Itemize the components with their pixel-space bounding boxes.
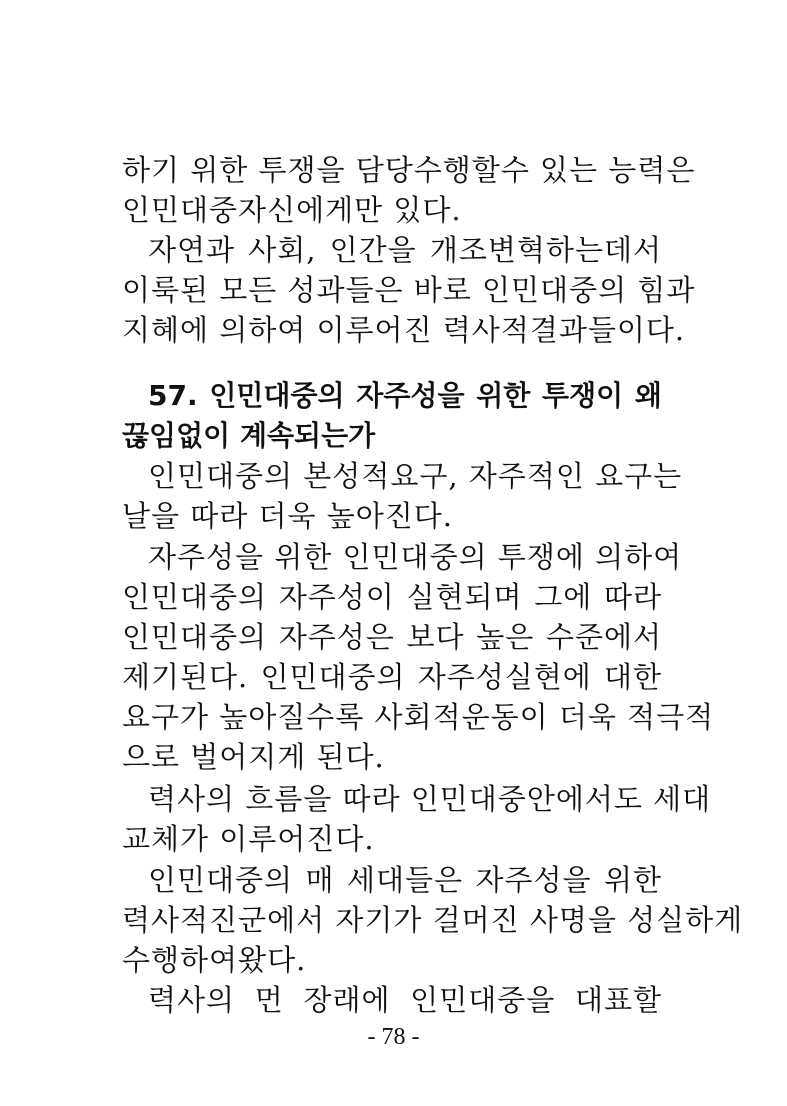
text-line: 인민대중의 자주성은 보다 높은 수준에서: [122, 620, 662, 654]
text-line: 하기 위한 투쟁을 담당수행할수 있는 능력은: [122, 153, 696, 187]
page-number: - 78 -: [367, 1024, 420, 1050]
text-line: 날을 따라 더욱 높아진다.: [122, 499, 454, 533]
text-line: 수행하여왔다.: [122, 943, 307, 977]
text-line: 인민대중의 자주성이 실현되며 그에 따라: [122, 580, 662, 614]
text-line: 제기된다. 인민대중의 자주성실현에 대한: [122, 660, 662, 694]
text-line: 력사의 흐름을 따라 인민대중안에서도 세대: [148, 782, 712, 816]
section-heading-continued: 끊임없이 계속되는가: [122, 419, 376, 452]
text-line: 인민대중의 매 세대들은 자주성을 위한: [148, 863, 662, 897]
text-line: 교체가 이루어진다.: [122, 822, 375, 856]
section-heading: 57. 인민대중의 자주성을 위한 투쟁이 왜: [148, 379, 662, 412]
text-line: 으로 벌어지게 된다.: [122, 740, 385, 774]
text-line: 자주성을 위한 인민대중의 투쟁에 의하여: [148, 540, 683, 574]
text-line: 이룩된 모든 성과들은 바로 인민대중의 힘과: [122, 273, 696, 307]
text-line: 력사의 먼 장래에 인민대중을 대표할: [148, 983, 662, 1017]
text-line: 력사적진군에서 자기가 걸머진 사명을 성실하게: [122, 903, 744, 937]
text-line: 인민대중자신에게만 있다.: [122, 193, 462, 227]
text-line: 요구가 높아질수록 사회적운동이 더욱 적극적: [122, 700, 715, 734]
text-line: 지혜에 의하여 이루어진 력사적결과들이다.: [122, 313, 686, 347]
text-line: 자연과 사회, 인간을 개조변혁하는데서: [148, 233, 662, 267]
text-line: 인민대중의 본성적요구, 자주적인 요구는: [148, 459, 683, 493]
